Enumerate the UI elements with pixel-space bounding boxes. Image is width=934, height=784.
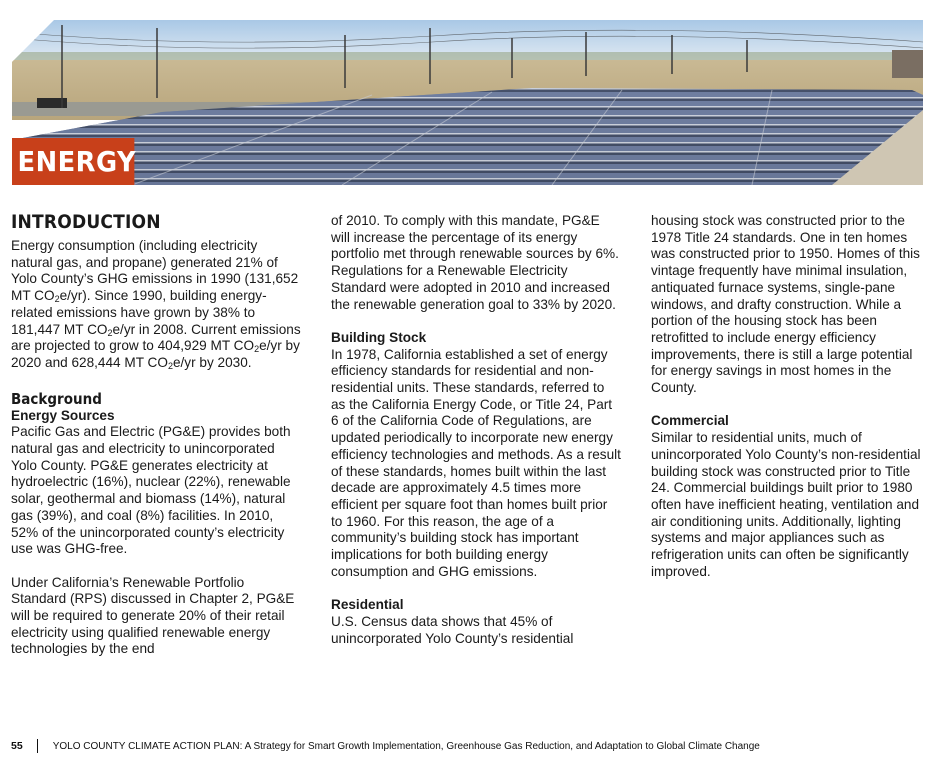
column-1 bbox=[11, 210, 301, 658]
introduction-heading: INTRODUCTION bbox=[11, 211, 161, 233]
page-footer bbox=[11, 739, 760, 753]
column-2 bbox=[331, 213, 621, 647]
commercial-paragraph: Similar to residential units, much of unincorporated Yolo County’s non-residential building stock was constructed prior to Title 24. Commercial buildings built prior to 1980 often have inefficient heating, ventilation and air conditioning units. Additionally, lighting systems and major appliances such as refrigeration units can often be significantly improved. bbox=[651, 430, 921, 579]
background-heading: Background bbox=[11, 389, 102, 408]
energy-sources-paragraph: Pacific Gas and Electric (PG&E) provides both natural gas and electricity to unincorporated Yolo County. PG&E generates electricity at hydroelectric (16%), nuclear (22%), renewable solar, geothermal and biomass (14%), natural gas (39%), and coal (8%) facilities. In 2010, 52% of the unincorporated county’s electricity use was GHG-free. bbox=[11, 424, 291, 557]
residential-paragraph: U.S. Census data shows that 45% of unincorporated Yolo County’s residential bbox=[331, 613, 574, 646]
footer-divider bbox=[37, 739, 38, 753]
section-label-energy: ENERGY bbox=[12, 138, 134, 185]
page-number: 55 bbox=[11, 740, 23, 752]
introduction-paragraph: Energy consumption (including electricity natural gas, and propane) generated 21% of Yolo County’s GHG emissions in 1990 (131,652 MT $CO_2e/yr$). Since 1990, building energy-related emissions have grown by 38% to 181,447 MT $CO_2e/yr$ in 2008. Current emissions are projected to grow to 404,929 MT $CO_2e/yr$ by 2020 and 628,444 MT $CO_2e/yr$ by 2030. bbox=[11, 238, 301, 371]
residential-heading: Residential bbox=[331, 597, 404, 613]
rps-paragraph: Under California’s Renewable Portfolio Standard (RPS) discussed in Chapter 2, PG&E will be required to generate 20% of their retail electricity using qualified renewable energy technologies by the end bbox=[11, 574, 295, 657]
building-stock-heading: Building Stock bbox=[331, 329, 427, 345]
commercial-heading: Commercial bbox=[651, 413, 729, 429]
rps-paragraph-continued: of 2010. To comply with this mandate, PG&E will increase the percentage of its energy portfolio met through renewable sources by 6%. Regulations for a Renewable Electricity Standard were adopted in 2010 and increased the renewable generation goal to 33% by 2020. bbox=[331, 213, 619, 312]
column-3 bbox=[651, 213, 926, 580]
energy-sources-heading: Energy Sources bbox=[11, 407, 115, 423]
footer-document-title: YOLO COUNTY CLIMATE ACTION PLAN: A Strategy for Smart Growth Implementation, Greenhouse Gas Reduction, and Adaptation to Global Climate Change bbox=[52, 740, 760, 752]
residential-paragraph-continued: housing stock was constructed prior to the 1978 Title 24 standards. One in ten homes was constructed prior to 1950. Homes of this vintage frequently have minimal insulation, antiquated furnace systems, single-pane windows, and drafty construction. While a portion of the housing stock has been retrofitted to include energy efficiency improvements, there is still a large potential for energy savings in most homes in the County. bbox=[651, 213, 920, 396]
building-stock-paragraph: In 1978, California established a set of energy efficiency standards for residential and non-residential units. These standards, referred to as the California Energy Code, or Title 24, Part 6 of the California Code of Regulations, are updated periodically to incorporate new energy efficiency technologies and methods. As a result of these standards, homes built within the last decade are approximately 4.5 times more efficient per square foot than homes built prior to 1960. For this reason, the age of a community’s building stock has important implications for both building energy consumption and GHG emissions. bbox=[331, 346, 621, 579]
hero-photo-solar-farm bbox=[12, 20, 923, 185]
